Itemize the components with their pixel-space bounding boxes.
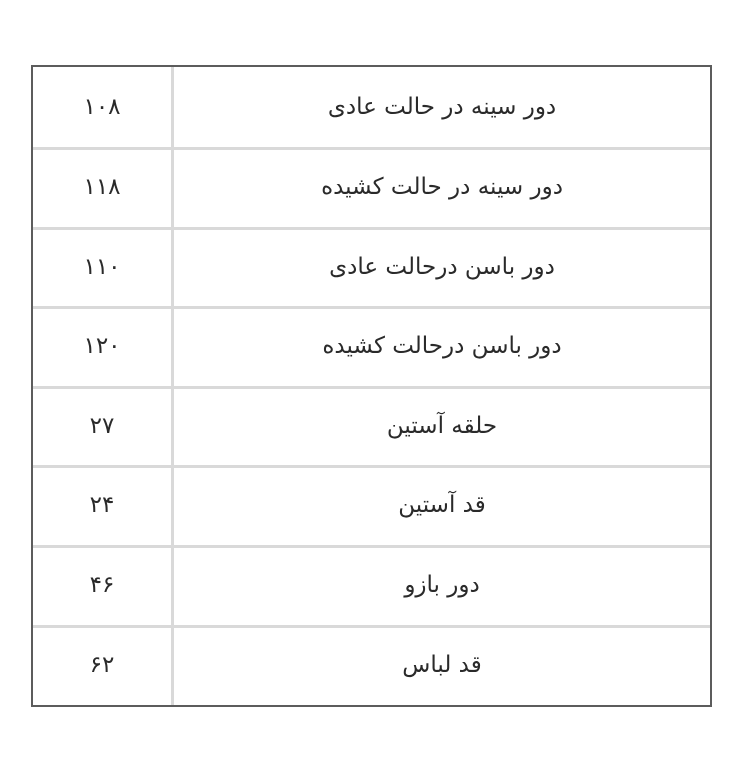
table-row xyxy=(33,227,710,307)
measurement-label: دور سینه در حالت کشیده xyxy=(321,174,563,200)
measurement-label: دور سینه در حالت عادی xyxy=(327,94,557,120)
table-row xyxy=(33,306,710,386)
measurement-value: ۲۷ xyxy=(89,413,115,439)
table-row xyxy=(33,625,710,705)
measurement-label: دور باسن درحالت کشیده xyxy=(322,333,562,359)
measurement-value: ۴۶ xyxy=(89,572,115,598)
measurement-value: ۱۱۰ xyxy=(83,254,121,280)
table-row xyxy=(33,465,710,545)
measurement-value: ۲۴ xyxy=(89,492,115,518)
measurement-label: حلقه آستین xyxy=(386,413,498,439)
measurement-label: قد لباس xyxy=(402,652,482,678)
measurement-value: ۱۰۸ xyxy=(83,94,121,120)
table-row xyxy=(33,67,710,147)
measurement-label: قد آستین xyxy=(398,492,486,518)
measurement-value: ۱۱۸ xyxy=(83,174,121,200)
table-row xyxy=(33,147,710,227)
measurement-label: دور بازو xyxy=(404,572,480,598)
measurement-label: دور باسن درحالت عادی xyxy=(329,254,555,280)
table-row xyxy=(33,386,710,466)
measurement-value: ۶۲ xyxy=(89,652,115,678)
table-row xyxy=(33,545,710,625)
size-table xyxy=(31,65,712,707)
measurement-value: ۱۲۰ xyxy=(83,333,121,359)
